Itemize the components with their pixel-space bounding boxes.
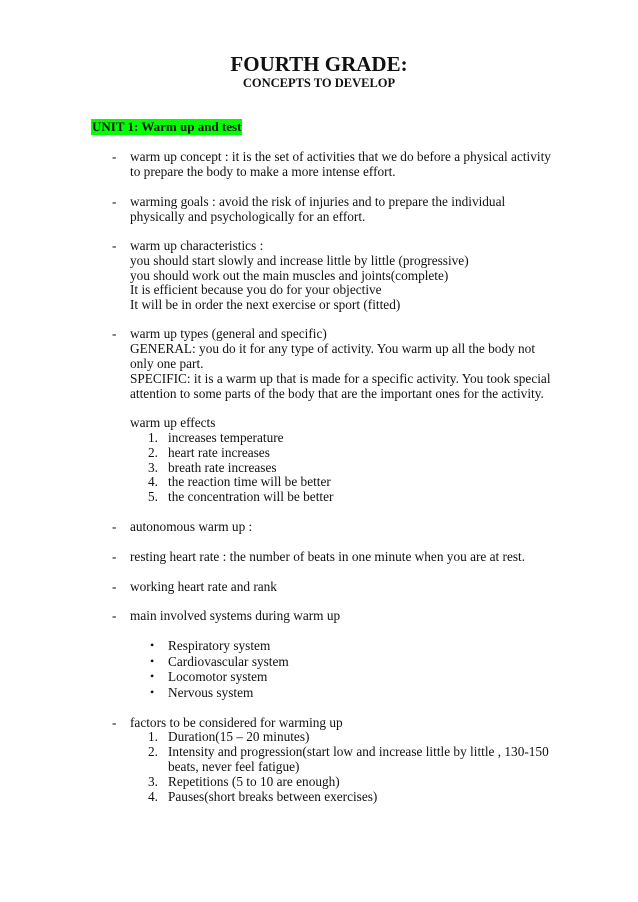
- unit-heading: UNIT 1: Warm up and test: [92, 119, 242, 134]
- list-dash: -: [112, 549, 117, 564]
- list-number: 2.: [148, 744, 158, 759]
- characteristics-line: It will be in order the next exercise or sport (fitted): [130, 297, 401, 312]
- types-line: SPECIFIC: it is a warm up that is made for a specific activity. You took special: [130, 371, 551, 386]
- bullet-icon: •: [150, 669, 155, 683]
- effect-item: the concentration will be better: [168, 489, 334, 504]
- list-dash: -: [112, 519, 117, 534]
- list-number: 5.: [148, 489, 158, 504]
- types-line: attention to some parts of the body that are the important ones for the activity.: [130, 386, 544, 401]
- list-dash: -: [112, 608, 117, 623]
- system-item: Locomotor system: [168, 669, 268, 684]
- effect-item: breath rate increases: [168, 460, 277, 475]
- page-title: FOURTH GRADE:: [230, 52, 408, 76]
- resting-line: resting heart rate : the number of beats in one minute when you are at rest.: [130, 549, 526, 564]
- working-line: working heart rate and rank: [130, 579, 277, 594]
- effect-item: heart rate increases: [168, 445, 270, 460]
- list-number: 1.: [148, 729, 158, 744]
- list-number: 1.: [148, 430, 158, 445]
- concept-line: to prepare the body to make a more intense effort.: [130, 164, 396, 179]
- characteristics-line: you should start slowly and increase little by little (progressive): [130, 253, 469, 268]
- characteristics-line: warm up characteristics :: [130, 238, 264, 253]
- factor-item-continued: beats, never feel fatigue): [168, 759, 300, 774]
- bullet-icon: •: [150, 654, 155, 668]
- page-subtitle: CONCEPTS TO DEVELOP: [242, 76, 396, 90]
- goals-line: warming goals : avoid the risk of injuries and to prepare the individual: [130, 194, 506, 209]
- factor-item: Pauses(short breaks between exercises): [168, 789, 378, 804]
- system-item: Respiratory system: [168, 638, 271, 653]
- list-number: 4.: [148, 789, 158, 804]
- list-dash: -: [112, 326, 117, 341]
- goals-line: physically and psychologically for an effort.: [130, 209, 366, 224]
- list-dash: -: [112, 715, 117, 730]
- bullet-icon: •: [150, 638, 155, 652]
- list-number: 3.: [148, 460, 158, 475]
- factor-item: Intensity and progression(start low and increase little by little , 130-150: [168, 744, 549, 759]
- list-dash: -: [112, 149, 117, 164]
- list-number: 2.: [148, 445, 158, 460]
- systems-heading: main involved systems during warm up: [130, 608, 341, 623]
- factor-item: Duration(15 – 20 minutes): [168, 729, 310, 744]
- system-item: Nervous system: [168, 685, 254, 700]
- system-item: Cardiovascular system: [168, 654, 289, 669]
- effect-item: increases temperature: [168, 430, 284, 445]
- bullet-icon: •: [150, 685, 155, 699]
- characteristics-line: It is efficient because you do for your objective: [130, 282, 382, 297]
- autonomous-line: autonomous warm up :: [130, 519, 253, 534]
- types-line: GENERAL: you do it for any type of activity. You warm up all the body not: [130, 341, 536, 356]
- factors-heading: factors to be considered for warming up: [130, 715, 343, 730]
- types-line: only one part.: [130, 356, 204, 371]
- concept-line: warm up concept : it is the set of activities that we do before a physical activity: [130, 149, 551, 164]
- list-dash: -: [112, 579, 117, 594]
- effects-heading: warm up effects: [130, 415, 216, 430]
- list-number: 4.: [148, 474, 158, 489]
- list-dash: -: [112, 238, 117, 253]
- characteristics-line: you should work out the main muscles and joints(complete): [130, 268, 449, 283]
- list-number: 3.: [148, 774, 158, 789]
- factor-item: Repetitions (5 to 10 are enough): [168, 774, 340, 789]
- effect-item: the reaction time will be better: [168, 474, 331, 489]
- list-dash: -: [112, 194, 117, 209]
- types-line: warm up types (general and specific): [130, 326, 327, 341]
